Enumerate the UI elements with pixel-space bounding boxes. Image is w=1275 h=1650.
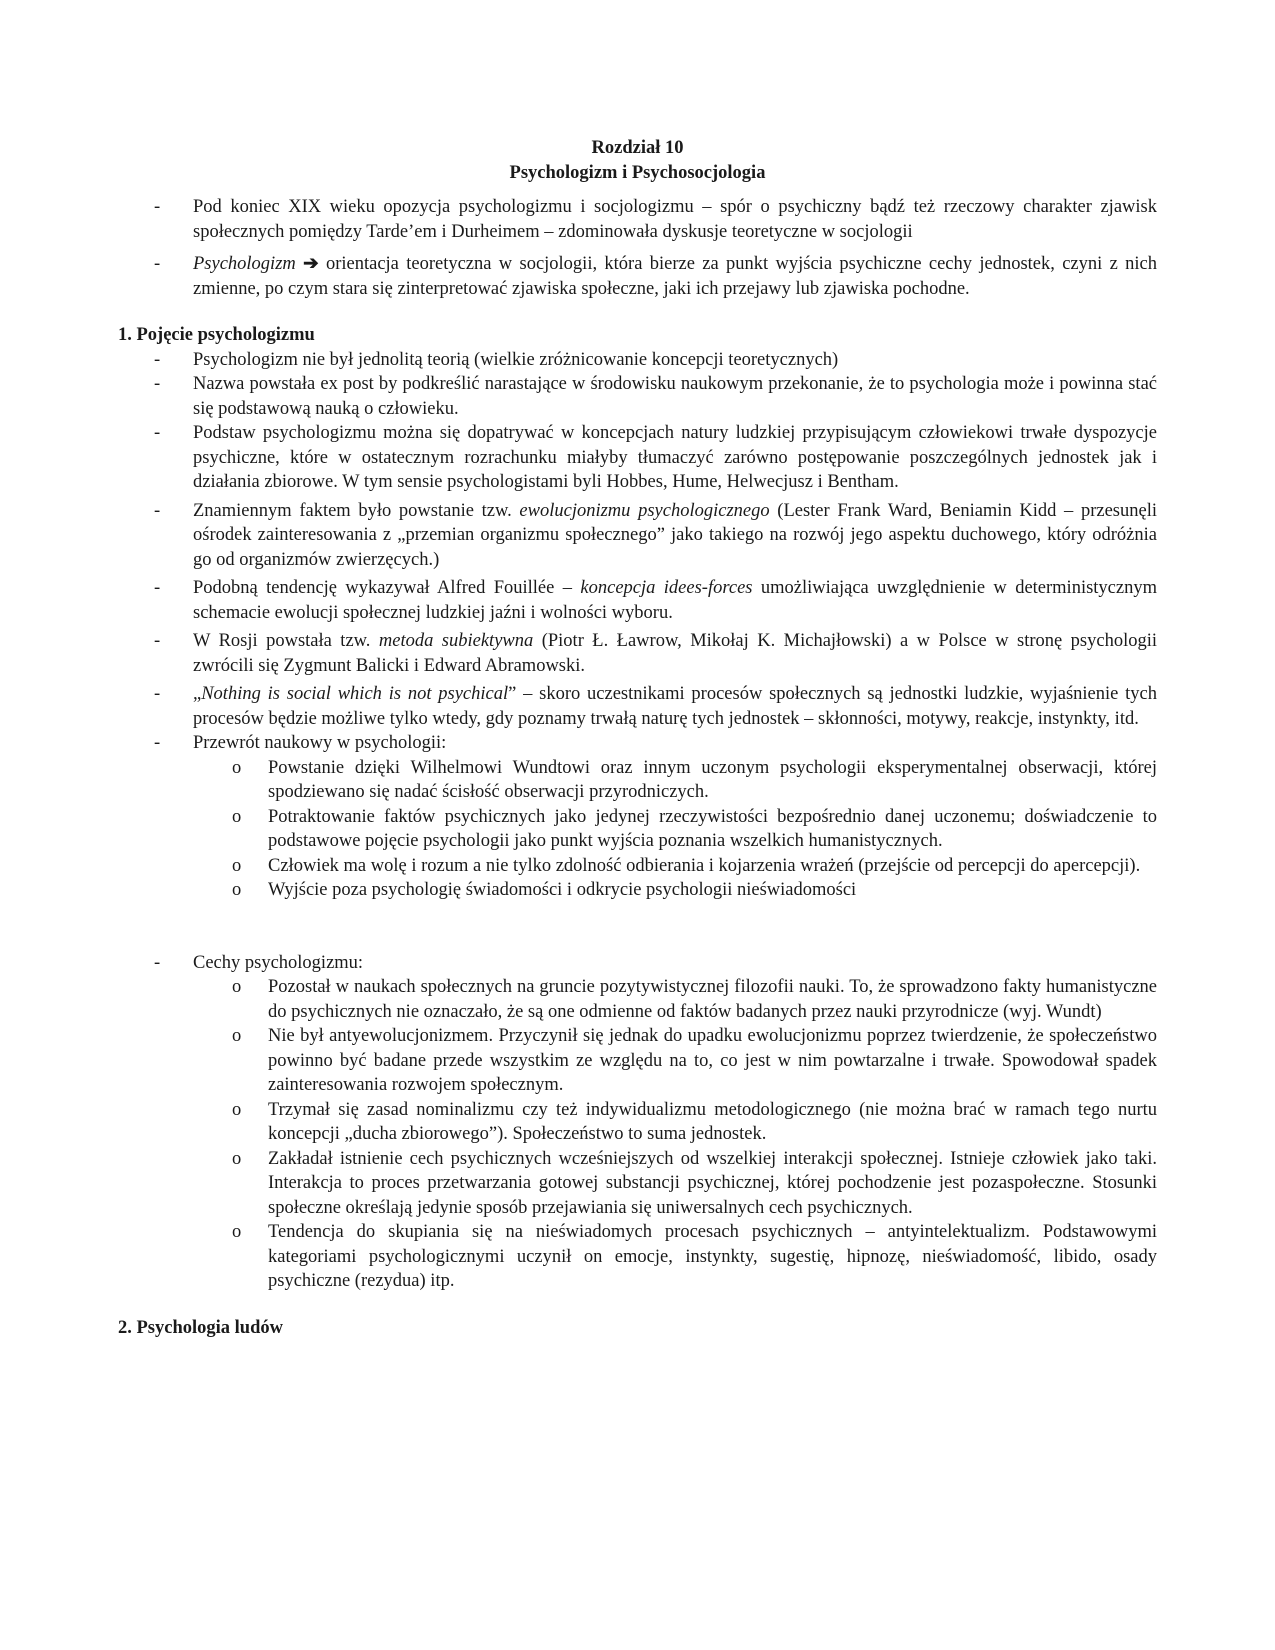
dash-marker: - <box>154 500 161 521</box>
circle-bullet-icon: o <box>232 1099 242 1120</box>
dash-marker: - <box>154 374 161 394</box>
sublist-item: o Pozostał w naukach społecznych na gruncie pozytywistycznej filozofii nauki. To, że sprowadzono fakty humanistyczne do psychicznych nie oznaczało, że są one odmienne od faktów badanych przez nauki przyrodnicze (wyj. Wundt) <box>232 977 1157 1022</box>
list-item: - Znamiennym faktem było powstanie tzw. ewolucjonizmu psychologicznego (Lester Frank Ward, Beniamin Kidd – przesunęli ośrodek zainteresowania z „przemian organizmu społecznego” jako takiego na rozwój jego aspektu duchowego, który odróżnia go od organizmów zwierzęcych.) <box>154 500 1157 570</box>
revolution-sublist <box>193 756 1157 903</box>
dash-marker: - <box>154 349 161 370</box>
circle-bullet-icon: o <box>232 1026 242 1046</box>
blank-space <box>118 903 1157 951</box>
list-item: - Psychologizm nie był jednolitą teorią (wielkie zróżnicowanie koncepcji teoretycznych) <box>118 348 1157 373</box>
list-item: - W Rosji powstała tzw. metoda subiektywna (Piotr Ł. Ławrow, Mikołaj K. Michajłowski) a w Polsce w stronę psychologii zwrócili się Zygmunt Balicki i Edward Abramowski. <box>154 631 1158 676</box>
list-item: - Pod koniec XIX wieku opozycja psychologizmu i socjologizmu – spór o psychiczny bądź też rzeczowy charakter zjawisk społecznych pomiędzy Tarde’em i Durheimem – zdominowała dyskusje teoretyczne w socjologii <box>154 197 1157 242</box>
right-arrow-icon: ➔ <box>303 254 319 274</box>
list-item: - Podstaw psychologizmu można się dopatrywać w koncepcjach natury ludzkiej przypisującym człowiekowi trwałe dyspozycje psychiczne, które w ostatecznym rozrachunku miałyby tłumaczyć zarówno postępowanie poszczególnych jednostek jak i działania zbiorowe. W tym sensie psychologistami byli Hobbes, Hume, Helwecjusz i Bentham. <box>154 423 1157 492</box>
list-item <box>118 951 1157 1294</box>
sublist-item: o Tendencja do skupiania się na nieświadomych procesach psychicznych – antyintelektualizm. Podstawowymi kategoriami psychologicznymi uczynił on emocje, instynkty, sugestię, hipnozę, nieświadomość, libido, osady psychiczne (rezydua) itp. <box>232 1222 1157 1291</box>
sublist-item: o Potraktowanie faktów psychicznych jako jedynej rzeczywistości bezpośrednio danej uczonemu; doświadczenie to podstawowe pojęcie psychologii jako punkt wyjścia poznania wszelkich humanistycznych. <box>232 806 1157 851</box>
features-list <box>118 951 1157 1294</box>
section-heading-2: 2. Psychologia ludów <box>118 1317 283 1338</box>
sublist-item: o Zakładał istnienie cech psychicznych wcześniejszych od wszelkiej interakcji społecznej. Istnieje człowiek jako taki. Interakcja to proces przetwarzania gotowej substancji psychicznej, której pochodzenie jest pozaspołeczne. Stosunki społeczne określają jedynie sposób przejawiania się uniwersalnych cech psychicznych. <box>232 1148 1157 1218</box>
list-item <box>118 731 1157 903</box>
sublist-item: o Wyjście poza psychologię świadomości i odkrycie psychologii nieświadomości <box>118 878 1157 903</box>
sublist-item: o Nie był antyewolucjonizmem. Przyczynił się jednak do upadku ewolucjonizmu poprzez twierdzenie, że społeczeństwo powinno być badane przede wszystkim ze względu na to, co jest w nim powtarzalne i trwałe. Spowodował spadek zainteresowania rozwojem społecznym. <box>232 1026 1157 1095</box>
list-item: - „Nothing is social which is not psychical” – skoro uczestnikami procesów społecznych są jednostki ludzkie, wyjaśnienie tych procesów będzie możliwe tylko wtedy, gdy poznamy trwałą naturę tych jednostek – skłonności, motywy, reakcje, instynkty, itd. <box>154 684 1157 729</box>
title-block <box>118 136 1157 185</box>
features-label: Cechy psychologizmu: <box>193 952 364 973</box>
circle-bullet-icon: o <box>232 880 242 900</box>
dash-marker: - <box>154 733 161 753</box>
list-item: - Podobną tendencję wykazywał Alfred Fouillée – koncepcja idees-forces umożliwiająca uwzględnienie w deterministycznym schemacie ewolucji społecznej ludzkiej jaźni i wolności wyboru. <box>154 578 1157 623</box>
dash-marker: - <box>154 197 161 217</box>
circle-bullet-icon: o <box>232 977 242 997</box>
dash-marker: - <box>154 254 161 274</box>
circle-bullet-icon: o <box>232 855 242 876</box>
section-heading-1: 1. Pojęcie psychologizmu <box>118 325 315 345</box>
dash-marker: - <box>154 952 161 973</box>
term-psychologizm: Psychologizm <box>193 254 296 274</box>
list-item: - Nazwa powstała ex post by podkreślić narastające w środowisku naukowym przekonanie, że to psychologia może i powinna stać się podstawową nauką o człowieku. <box>154 374 1157 419</box>
revolution-label: Przewrót naukowy w psychologii: <box>193 733 447 753</box>
dash-marker: - <box>154 578 161 598</box>
circle-bullet-icon: o <box>232 806 242 827</box>
chapter-title: Psychologizm i Psychosocjologia <box>509 162 766 183</box>
sublist-item: o Człowiek ma wolę i rozum a nie tylko zdolność odbierania i kojarzenia wrażeń (przejście od percepcji do apercepcji). <box>118 854 1157 879</box>
features-sublist <box>193 975 1157 1294</box>
circle-bullet-icon: o <box>232 757 242 778</box>
sublist-item: o Powstanie dzięki Wilhelmowi Wundtowi oraz innym uczonym psychologii eksperymentalnej obserwacji, której spodziewano się nadać ścisłość obserwacji przyrodniczych. <box>232 757 1157 802</box>
section1-list <box>118 348 1157 903</box>
circle-bullet-icon: o <box>232 1222 242 1242</box>
intro-list <box>118 195 1157 301</box>
dash-marker: - <box>154 631 161 651</box>
sublist-item: o Trzymał się zasad nominalizmu czy też indywidualizmu metodologicznego (nie można brać w ramach tego nurtu koncepcji „ducha zbiorowego”). Społeczeństwo to suma jednostek. <box>232 1099 1157 1144</box>
list-item: - Psychologizm ➔ orientacja teoretyczna w socjologii, która bierze za punkt wyjścia psychiczne cechy jednostek, czyni z nich zmienne, po czym stara się zinterpretować zjawiska społeczne, jaki ich przejawy lub zjawiska pochodne. <box>154 254 1157 299</box>
chapter-number: Rozdział 10 <box>591 138 684 158</box>
dash-marker: - <box>154 423 161 443</box>
circle-bullet-icon: o <box>232 1148 242 1169</box>
dash-marker: - <box>154 684 161 704</box>
